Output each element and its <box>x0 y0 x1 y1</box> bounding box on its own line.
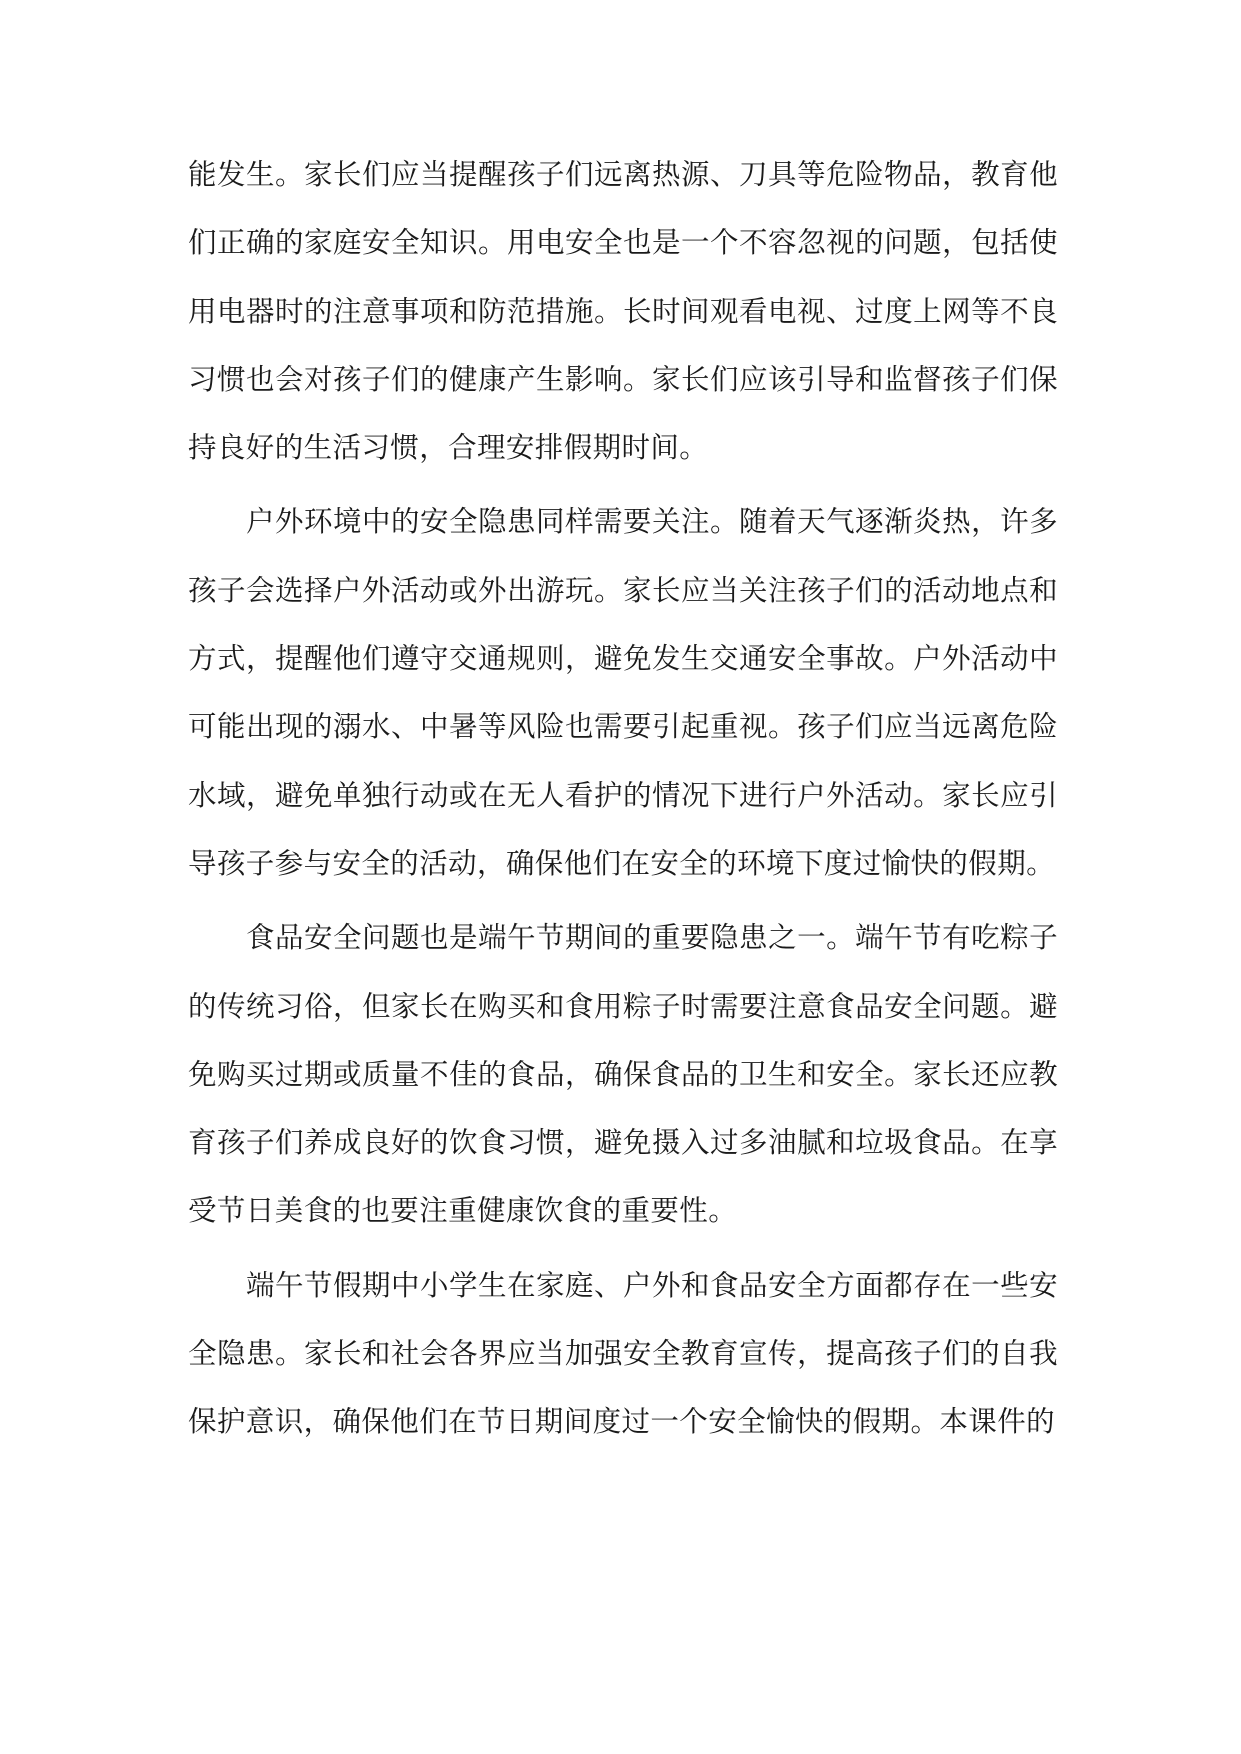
paragraph-food-safety: 食品安全问题也是端午节期间的重要隐患之一。端午节有吃粽子的传统习俗，但家长在购买和食用粽子时需要注意食品安全问题。避免购买过期或质量不佳的食品，确保食品的卫生和安全。家长还应教育孩子们养成良好的饮食习惯，避免摄入过多油腻和垃圾食品。在享受节日美食的也要注重健康饮食的重要性。 <box>188 921 1058 1228</box>
paragraph-summary: 端午节假期中小学生在家庭、户外和食品安全方面都存在一些安全隐患。家长和社会各界应当加强安全教育宣传，提高孩子们的自我保护意识，确保他们在节日期间度过一个安全愉快的假期。本课件的 <box>188 1268 1058 1439</box>
paragraph-home-safety: 能发生。家长们应当提醒孩子们远离热源、刀具等危险物品，教育他们正确的家庭安全知识。用电安全也是一个不容忽视的问题，包括使用电器时的注意事项和防范措施。长时间观看电视、过度上网等不良习惯也会对孩子们的健康产生影响。家长们应该引导和监督孩子们保持良好的生活习惯，合理安排假期时间。 <box>188 158 1058 465</box>
paragraph-outdoor-safety: 户外环境中的安全隐患同样需要关注。随着天气逐渐炎热，许多孩子会选择户外活动或外出游玩。家长应当关注孩子们的活动地点和方式，提醒他们遵守交通规则，避免发生交通安全事故。户外活动中可能出现的溺水、中暑等风险也需要引起重视。孩子们应当远离危险水域，避免单独行动或在无人看护的情况下进行户外活动。家长应引导孩子参与安全的活动，确保他们在安全的环境下度过愉快的假期。 <box>188 505 1058 880</box>
body-text <box>188 141 1058 1457</box>
